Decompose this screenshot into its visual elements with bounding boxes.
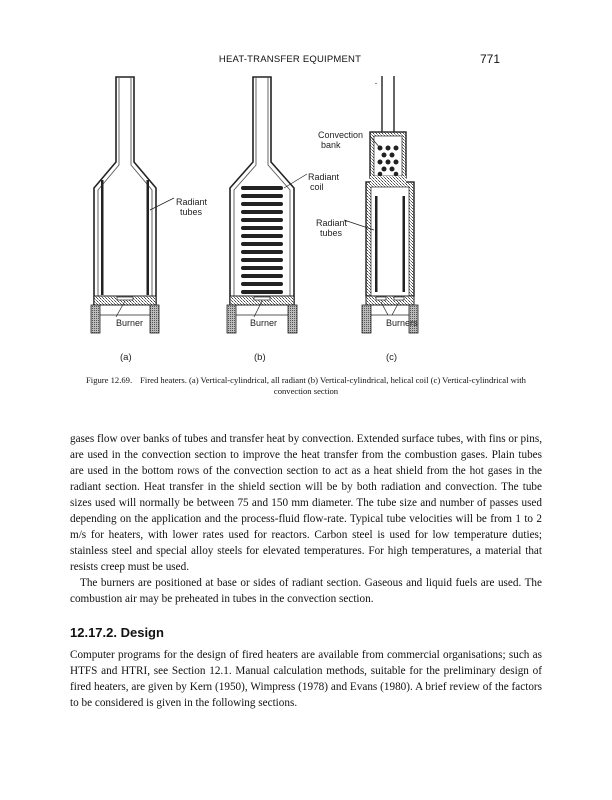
heater-b-leg-left [227,305,236,333]
label-radiant-tubes-c: Radiant tubes [316,218,348,238]
label-burner-b: Burner [250,318,278,328]
label-burners-c: Burners [386,318,418,328]
radiant-tube-right-c [403,196,406,292]
heater-c-leg-left [362,305,371,333]
body-paragraph-3: Computer programs for the design of fired heaters are available from commercial organisations; such as HTFS and HTRI, see Section 12.1. Manual calculation methods, suitable for the preliminary design of fired heaters, are given by Kern (1950), Wimpress (1978) and Evans (1980). A brief review of the factors to be considered is given in the following sections. [70,649,542,709]
heater-a-outer-shell [108,160,150,305]
heater-a-leg-left [91,305,100,333]
heater-b-leg-right [288,305,297,333]
figure-caption-text: Fired heaters. (a) Vertical-cylindrical, all radiant (b) Vertical-cylindrical, helical coil (c) Vertical-cylindrical with convection section [140,375,526,396]
running-header-title: HEAT-TRANSFER EQUIPMENT [218,54,362,65]
label-convection-bank-c: Convection bank [318,130,364,150]
label-radiant-tubes-a: Radiant tubes [176,197,208,217]
sublabel-c: (c) [386,352,398,363]
heater-a-leg-right [150,305,159,333]
figure-caption [70,375,542,397]
radiant-tube-left-a [101,180,104,295]
radiant-tube-right-a [147,180,150,295]
radiant-tube-left-c [375,196,378,292]
body-paragraph-1: gases flow over banks of tubes and transfer heat by convection. Extended surface tubes, with fins or pins, are used in the convection section to improve the heat transfer from the combustion gases. Plain tubes are used in the bottom rows of the convection section to act as a heat shield from the hot gases in the radiant section. Heat transfer in the shield section will be by both radiation and convection. The tube sizes used will normally be between 75 and 150 mm diameter. The tube size and number of passes used depending on the application and the process-fluid flow-rate. Typical tube velocities will be from 1 to 2 m/s for heaters, with lower rates used for reactors. Carbon steel is used for low temperature duties; stainless steel and special alloy steels for elevated temperatures. For high temperatures, a material that resists creep must be used. [70,433,542,573]
label-burner-a: Burner [116,318,144,328]
figure-caption-number: Figure 12.69. [86,375,133,385]
heater-a [91,77,208,363]
fired-heaters-figure [70,70,542,370]
section-heading: 12.17.2. Design [70,625,164,640]
body-paragraph-2: The burners are positioned at base or sides of radiant section. Gaseous and liquid fuels are used. The combustion air may be preheated in tubes in the convection section. [70,577,542,605]
helical-coil-b [241,186,283,294]
sublabel-b: (b) [254,352,266,363]
label-radiant-coil-b: Radiant coil [308,172,340,192]
heater-c [316,76,418,363]
page-number: 771 [479,52,500,66]
sublabel-a: (a) [120,352,132,363]
